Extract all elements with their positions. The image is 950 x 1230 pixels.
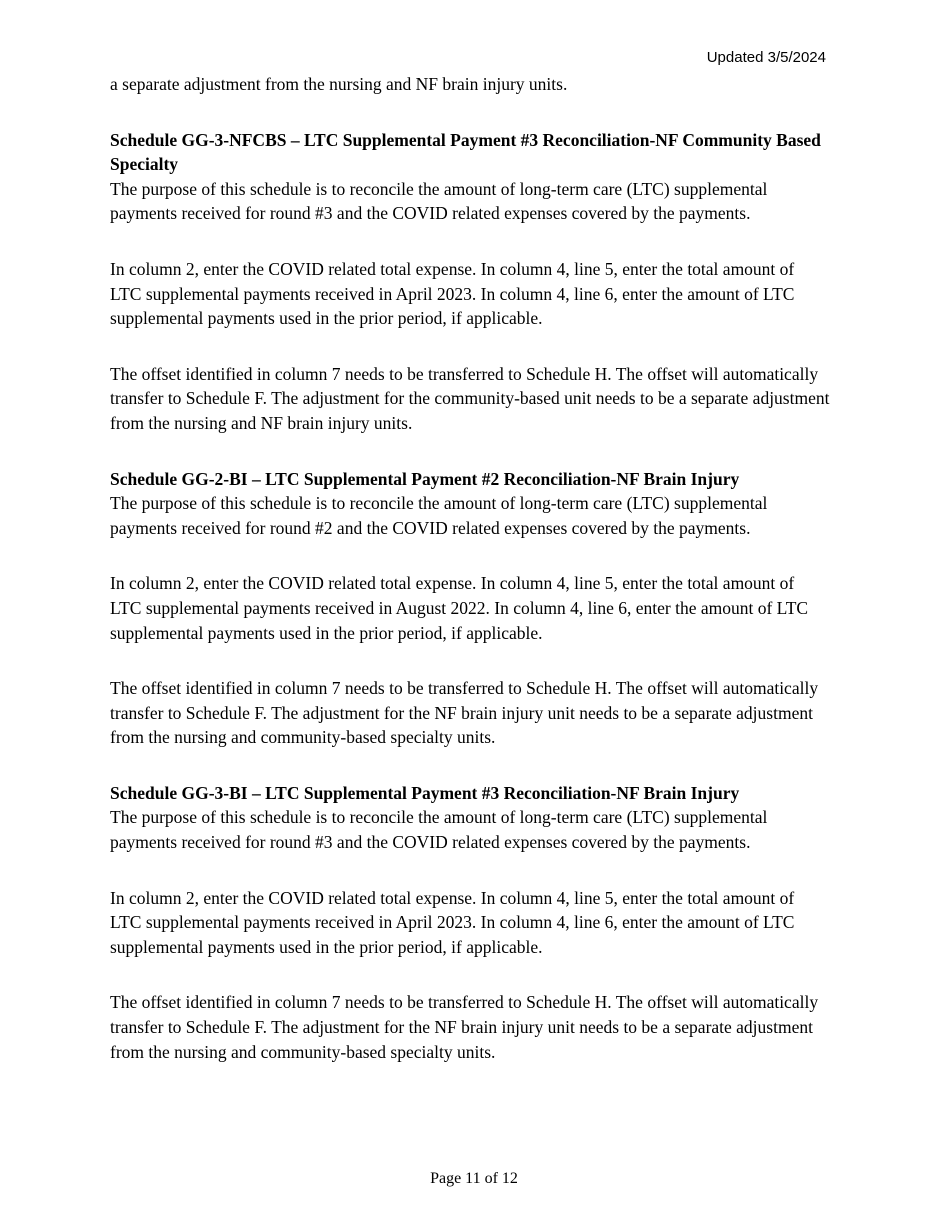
section-gg-2-bi <box>110 467 830 750</box>
updated-date: Updated 3/5/2024 <box>706 49 826 66</box>
section-gg-3-bi <box>110 781 830 1064</box>
section-columns-instructions: In column 2, enter the COVID related total expense. In column 4, line 5, enter the total amount of LTC supplemental payments received in April 2023. In column 4, line 6, enter the amount of LTC supplemental payments used in the prior period, if applicable. <box>110 887 795 957</box>
section-purpose: The purpose of this schedule is to reconcile the amount of long-term care (LTC) supplemental payments received for round #3 and the COVID related expenses covered by the payments. <box>110 178 768 224</box>
section-gg-3-nfcbs <box>110 128 830 436</box>
section-heading: Schedule GG-3-BI – LTC Supplemental Payment #3 Reconciliation-NF Brain Injury <box>110 782 740 803</box>
section-heading: Schedule GG-3-NFCBS – LTC Supplemental Payment #3 Reconciliation-NF Community Based Specialty <box>110 129 821 175</box>
section-offset-instructions: The offset identified in column 7 needs to be transferred to Schedule H. The offset will automatically transfer to Schedule F. The adjustment for the NF brain injury unit needs to be a separate adjustment from the nursing and community-based specialty units. <box>110 678 819 748</box>
intro-continuation: a separate adjustment from the nursing and NF brain injury units. <box>110 74 568 94</box>
page-number: Page 11 of 12 <box>430 1170 518 1187</box>
section-columns-instructions: In column 2, enter the COVID related total expense. In column 4, line 5, enter the total amount of LTC supplemental payments received in August 2022. In column 4, line 6, enter the amount of LTC supplemental payments used in the prior period, if applicable. <box>110 573 809 643</box>
section-offset-instructions: The offset identified in column 7 needs to be transferred to Schedule H. The offset will automatically transfer to Schedule F. The adjustment for the NF brain injury unit needs to be a separate adjustment from the nursing and community-based specialty units. <box>110 992 819 1062</box>
section-purpose: The purpose of this schedule is to reconcile the amount of long-term care (LTC) supplemental payments received for round #3 and the COVID related expenses covered by the payments. <box>110 807 768 853</box>
section-heading: Schedule GG-2-BI – LTC Supplemental Payment #2 Reconciliation-NF Brain Injury <box>110 468 740 489</box>
section-columns-instructions: In column 2, enter the COVID related total expense. In column 4, line 5, enter the total amount of LTC supplemental payments received in April 2023. In column 4, line 6, enter the amount of LTC supplemental payments used in the prior period, if applicable. <box>110 258 795 329</box>
page-content <box>110 72 830 1064</box>
section-purpose: The purpose of this schedule is to reconcile the amount of long-term care (LTC) supplemental payments received for round #2 and the COVID related expenses covered by the payments. <box>110 493 768 538</box>
section-offset-instructions: The offset identified in column 7 needs to be transferred to Schedule H. The offset will automatically transfer to Schedule F. The adjustment for the community-based unit needs to be a separate adjustment from the nursing and NF brain injury units. <box>110 363 830 433</box>
